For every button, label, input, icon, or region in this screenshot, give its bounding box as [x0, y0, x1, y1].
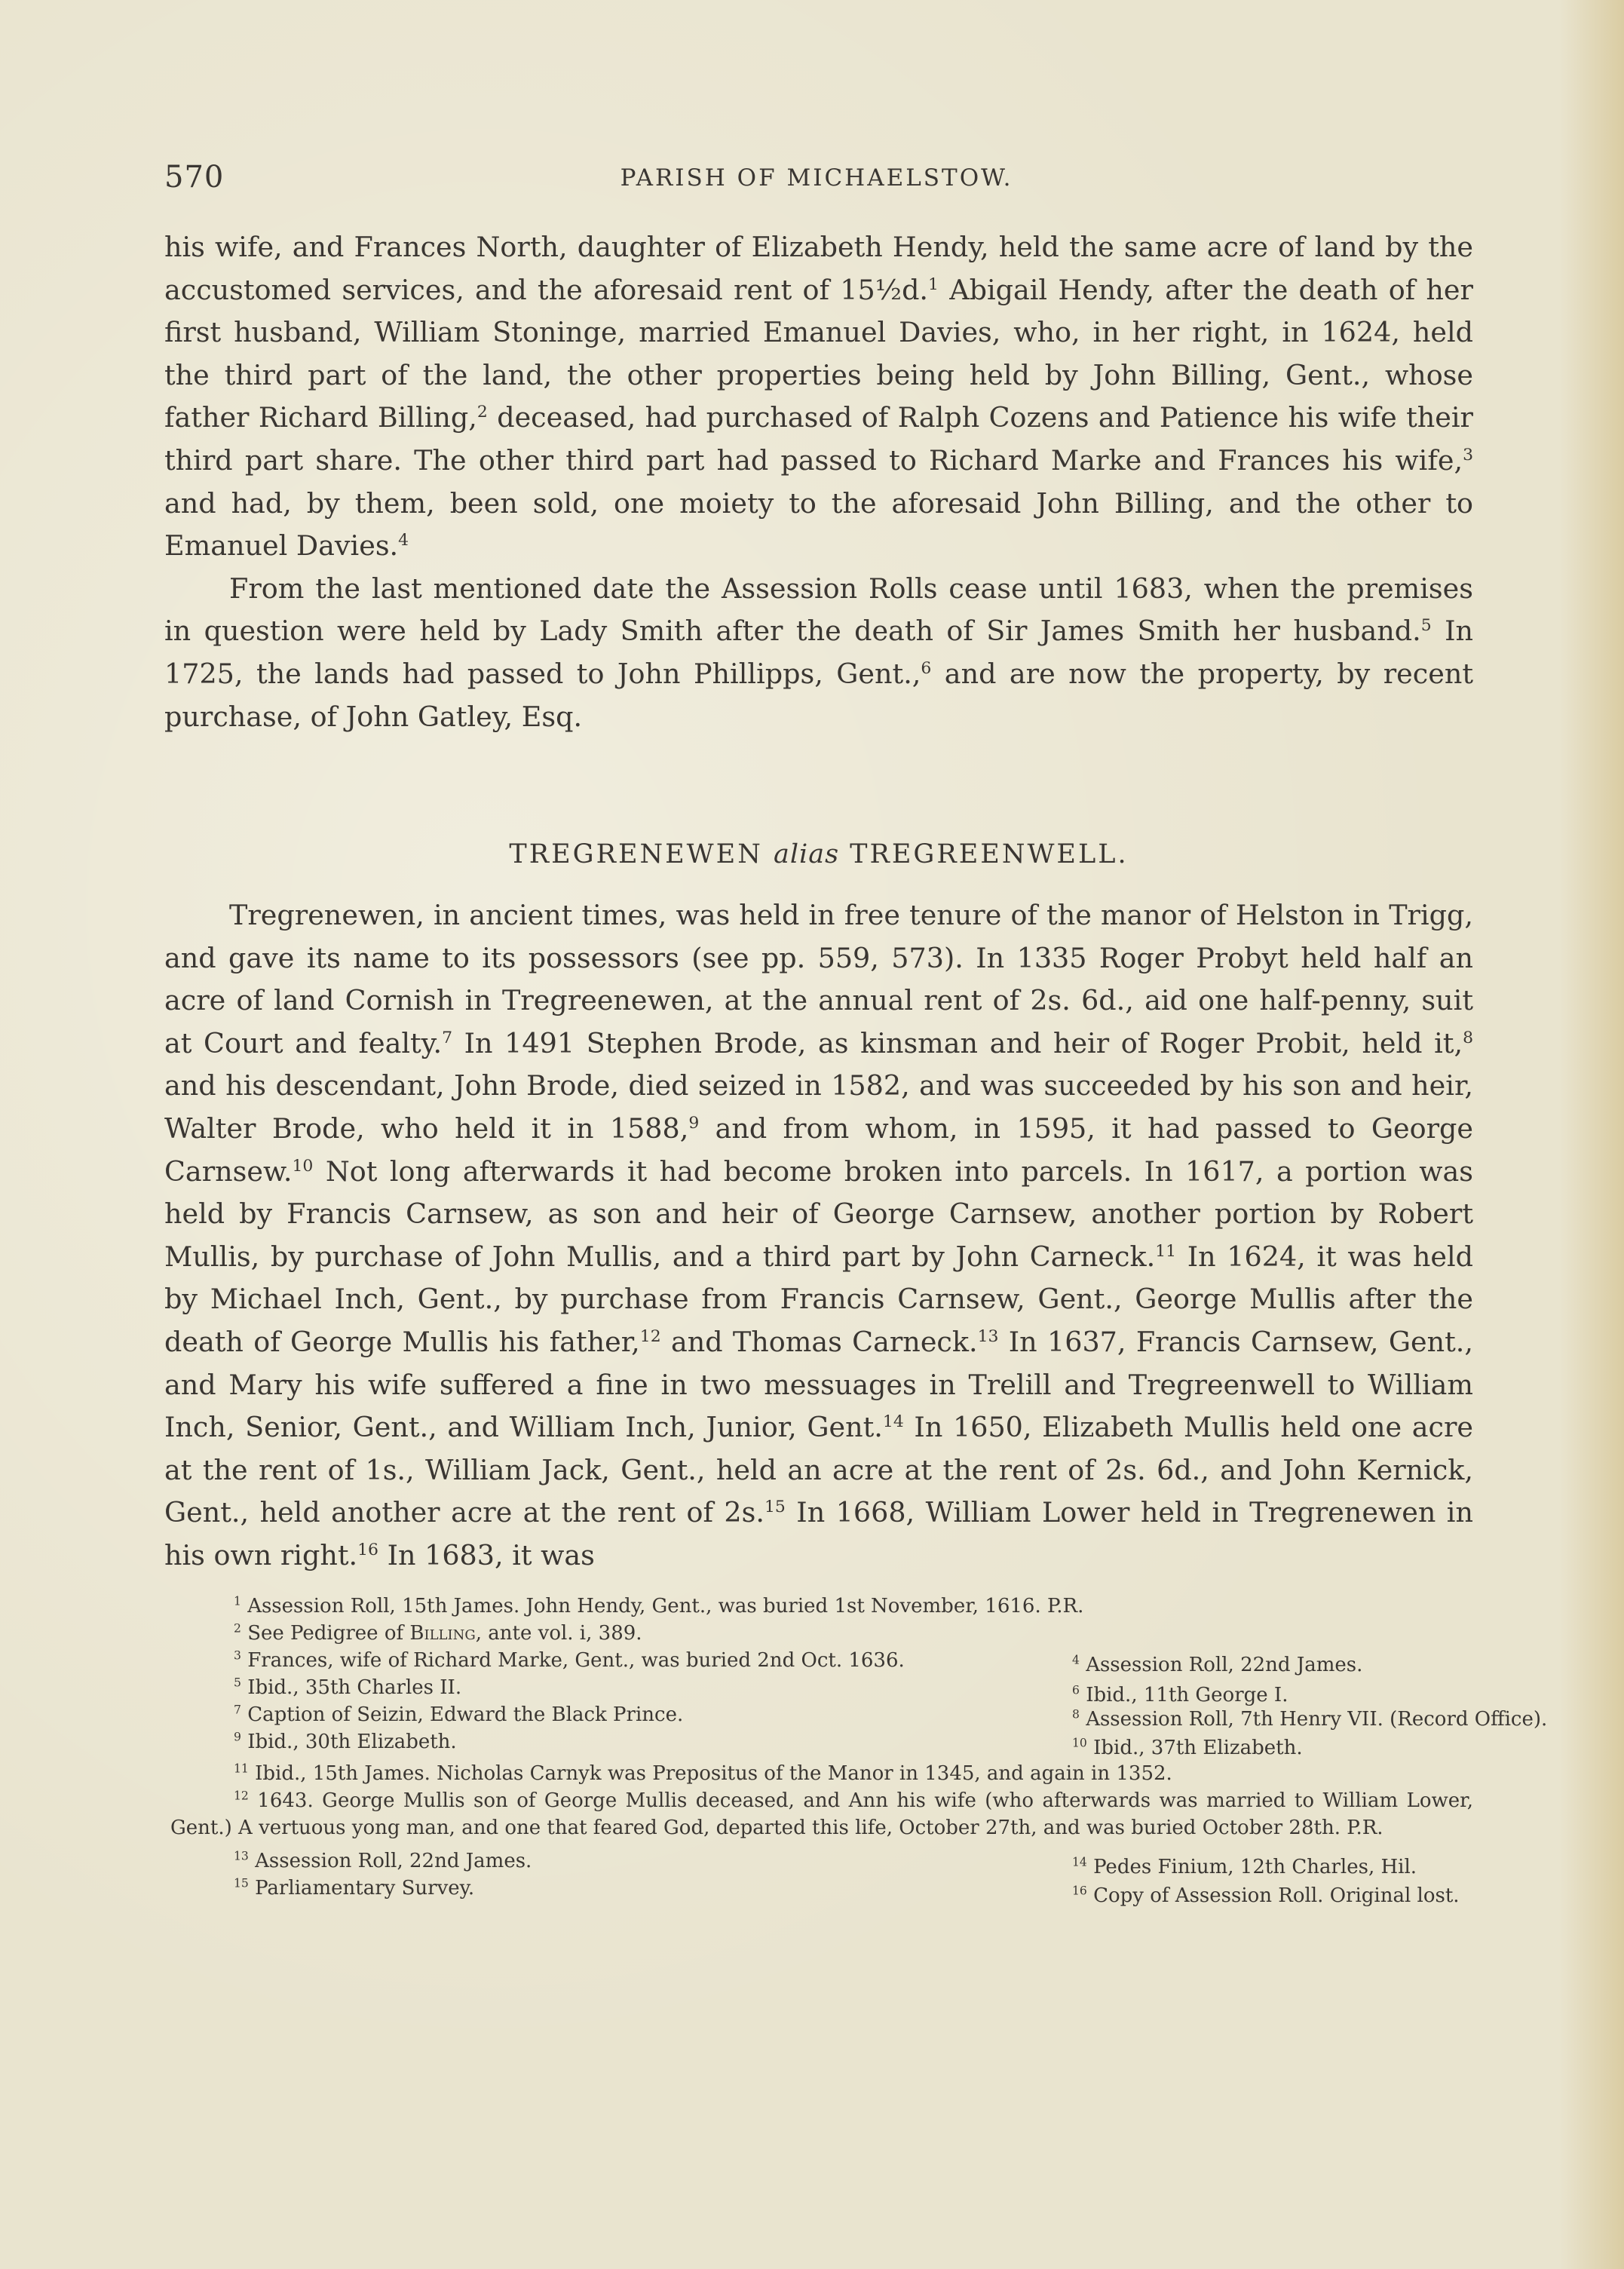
footnote-ref: 13 [977, 1326, 999, 1346]
footnote-ref: 8 [1463, 1028, 1473, 1047]
text-run: and are now the property, by recent purchase, of John Gatley, Esq. [164, 657, 1474, 733]
text-run: Abigail Hendy, after the death of her first husband, William Stoninge, married Emanuel Davies, who, in her right, in 1624, held the third part of the land, the other properties being held by John Billing, Gent., whose father Richard Billing, [164, 273, 1473, 434]
footnote-ref: 3 [1463, 445, 1473, 465]
footnote-ref: 7 [442, 1028, 452, 1047]
section-heading [164, 839, 1473, 869]
text-run: In 1637, Francis Carnsew, Gent., and Mary his wife suffered a fine in two messuages in Trelill and Tregreenwell to William Inch, Senior, Gent., and William Inch, Junior, Gent. [164, 1325, 1473, 1444]
section-text [164, 894, 1473, 1578]
footnote-pair: $^{15}$ Parliamentary Survey. $^{16}$ Copy of Assession Roll. Original lost. [234, 1876, 1460, 1907]
footnote-pair: $^5$ Ibid., 35th Charles II. $^6$ Ibid., 11th George I. [234, 1676, 1288, 1706]
heading-name: TREGRENEWEN [509, 839, 774, 869]
footnote-ref: 11 [1155, 1241, 1177, 1261]
heading-alt-name: TREGREENWELL. [839, 839, 1129, 869]
footnote-ref: 5 [1420, 616, 1432, 636]
text-run: In 1725, the lands had passed to John Phillipps, Gent., [164, 615, 1474, 690]
text-run: his wife, and Frances North, daughter of Elizabeth Hendy, held the same acre of land by the accustomed services, and the aforesaid rent of 15½d. [164, 231, 1473, 306]
text-run: From the last mentioned date the Assession Rolls cease until 1683, when the premises in question were held by Lady Smith after the death of Sir James Smith her husband. [164, 572, 1473, 648]
running-head: PARISH OF MICHAELSTOW. [620, 164, 1013, 192]
footnote-ref: 6 [921, 658, 932, 678]
footnote-ref: 14 [882, 1412, 904, 1431]
footnote-ref: 9 [688, 1113, 700, 1133]
footnote-ref: 4 [398, 531, 409, 550]
text-run: In 1650, Elizabeth Mullis held one acre at the rent of 1s., William Jack, Gent., held an acre at the rent of 2s. 6d., and John Kernick, Gent., held another acre at the rent of 2s. [164, 1411, 1474, 1529]
footnote-pair: $^7$ Caption of Seizin, Edward the Black Prince. $^8$ Assession Roll, 7th Henry VII. (Record Office). [234, 1703, 1548, 1731]
text-run: Tregrenewen, in ancient times, was held in free tenure of the manor of Helston in Trigg, and gave its name to its possessors (see pp. 559, 573). In 1335 Roger Probyt held half an acre of land Cornish in Tregreenewen, at the annual rent of 2s. 6d., aid one half-penny, suit at Court and fealty. [164, 899, 1473, 1059]
footnote-pair: $^3$ Frances, wife of Richard Marke, Gent., was buried 2nd Oct. 1636. $^4$ Assession Roll, 22nd James. [234, 1648, 1363, 1676]
upper-text [164, 226, 1473, 738]
footnote: $^{11}$ Ibid., 15th James. Nicholas Carnyk was Prepositus of the Manor in 1345, and again in 1352. [234, 1762, 1172, 1785]
text-run: In 1624, it was held by Michael Inch, Gent., by purchase from Francis Carnsew, Gent., George Mullis after the death of George Mullis his father, [164, 1240, 1473, 1358]
footnote-long: $^{12}$ 1643. George Mullis son of George Mullis deceased, and Ann his wife (who afterwards was married to William Lower, Gent.) A vertuous yong man, and one that feared God, departed this life, October 27th, and was buried October 28th. P.R. [170, 1789, 1473, 1839]
footnote-ref: 2 [476, 403, 488, 422]
text-run: In 1683, it was [378, 1538, 595, 1571]
footnotes [170, 1593, 1548, 1907]
text-run: and his descendant, John Brode, died seized in 1582, and was succeeded by his son and heir, Walter Brode, who held it in 1588, [164, 1069, 1473, 1145]
footnote-ref: 15 [764, 1498, 786, 1517]
text-run: and from whom, in 1595, it had passed to George Carnsew. [164, 1112, 1473, 1188]
heading-alias: alias [773, 839, 840, 869]
text-run: In 1668, William Lower held in Tregrenewen in his own right. [164, 1496, 1473, 1571]
footnote-pair: $^{13}$ Assession Roll, 22nd James. $^{14}$ Pedes Finium, 12th Charles, Hil. [234, 1849, 1417, 1878]
text-run: Not long afterwards it had become broken into parcels. In 1617, a portion was held by Francis Carnsew, as son and heir of George Carnsew, another portion by Robert Mullis, by purchase of John Mullis, and a third part by John Carneck. [164, 1154, 1473, 1273]
page-number: 570 [164, 160, 225, 195]
paragraph-tregrenewen [164, 894, 1473, 1578]
page-header [164, 160, 1469, 205]
text-run: and Thomas Carneck. [660, 1325, 978, 1358]
paragraph-continuation [164, 226, 1473, 568]
paragraph-assession-rolls [164, 568, 1473, 738]
footnote-pair: $^9$ Ibid., 30th Elizabeth. $^{10}$ Ibid., 37th Elizabeth. [234, 1730, 1303, 1759]
footnote: $^2$ See Pedigree of Billing, ante vol. i, 389. [234, 1621, 642, 1645]
text-run: deceased, had purchased of Ralph Cozens and Patience his wife their third part share. The other third part had passed to Richard Marke and Frances his wife, [164, 401, 1474, 477]
footnote: $^1$ Assession Roll, 15th James. John Hendy, Gent., was buried 1st November, 1616. P.R. [234, 1594, 1084, 1617]
footnote-ref: 12 [639, 1326, 661, 1346]
footnote-ref: 10 [292, 1156, 314, 1176]
text-run: and had, by them, been sold, one moiety to the aforesaid John Billing, and the other to Emanuel Davies. [164, 486, 1473, 563]
footnote-ref: 1 [928, 274, 939, 294]
text-run: In 1491 Stephen Brode, as kinsman and heir of Roger Probit, held it, [452, 1026, 1463, 1059]
footnote-ref: 16 [357, 1540, 378, 1559]
